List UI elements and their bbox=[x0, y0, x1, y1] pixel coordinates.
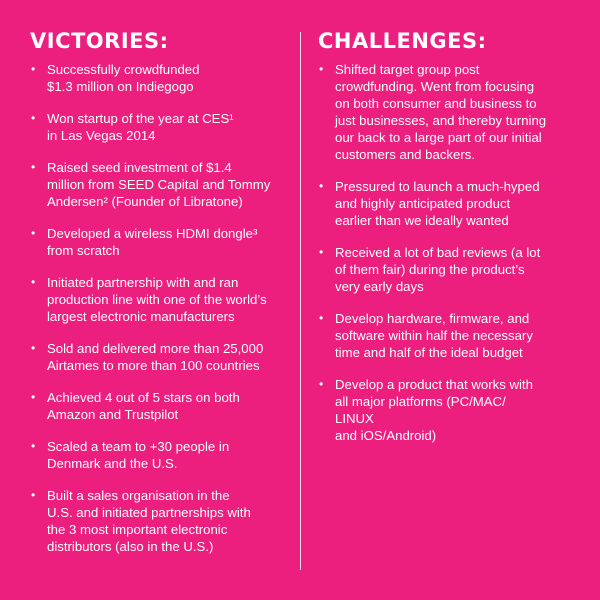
challenges-item-text: Develop a product that works with all major platforms (PC/MAC/ LINUX and iOS/Android) bbox=[335, 377, 533, 443]
column-divider bbox=[300, 32, 301, 570]
victories-list bbox=[30, 61, 285, 570]
challenges-item-text: Develop hardware, firmware, and software within half the necessary time and half of the ideal budget bbox=[335, 311, 533, 360]
victories-list-item bbox=[30, 274, 285, 325]
victories-item-text: Built a sales organisation in the U.S. and initiated partnerships with the 3 most important electronic distributors (also in the U.S.) bbox=[47, 488, 251, 554]
challenges-list-item bbox=[318, 178, 580, 229]
challenges-list-item bbox=[318, 310, 580, 361]
challenges-item-text: Shifted target group post crowdfunding. Went from focusing on both consumer and business to just businesses, and thereby turning our back to a large part of our initial customers and backers. bbox=[335, 62, 547, 162]
challenges-heading: CHALLENGES: bbox=[318, 29, 487, 53]
victories-item-text: Raised seed investment of $1.4 million from SEED Capital and Tommy Andersen² (Founder of Libratone) bbox=[47, 160, 271, 209]
challenges-list-item bbox=[318, 376, 580, 444]
victories-list-item bbox=[30, 225, 285, 259]
challenges-item-text: Pressured to launch a much-hyped and highly anticipated product earlier than we ideally wanted bbox=[335, 179, 540, 228]
victories-item-text: Scaled a team to +30 people in Denmark and the U.S. bbox=[47, 439, 230, 471]
victories-item-text: Won startup of the year at CES¹ in Las Vegas 2014 bbox=[47, 111, 234, 143]
victories-item-text: Achieved 4 out of 5 stars on both Amazon and Trustpilot bbox=[47, 390, 240, 422]
victories-list-item bbox=[30, 487, 285, 555]
challenges-item-text: Received a lot of bad reviews (a lot of them fair) during the product’s very early days bbox=[335, 245, 541, 294]
victories-heading: VICTORIES: bbox=[30, 29, 169, 53]
victories-list-item bbox=[30, 159, 285, 210]
victories-item-text: Sold and delivered more than 25,000 Airtames to more than 100 countries bbox=[47, 341, 264, 373]
challenges-list bbox=[318, 61, 580, 459]
victories-list-item bbox=[30, 110, 285, 144]
victories-item-text: Developed a wireless HDMI dongle³ from scratch bbox=[47, 226, 258, 258]
victories-item-text: Initiated partnership with and ran production line with one of the world’s largest electronic manufacturers bbox=[47, 275, 267, 324]
challenges-list-item bbox=[318, 61, 580, 163]
victories-list-item bbox=[30, 438, 285, 472]
challenges-list-item bbox=[318, 244, 580, 295]
victories-list-item bbox=[30, 61, 285, 95]
victories-list-item bbox=[30, 340, 285, 374]
victories-item-text: Successfully crowdfunded $1.3 million on Indiegogo bbox=[47, 62, 200, 94]
victories-list-item bbox=[30, 389, 285, 423]
